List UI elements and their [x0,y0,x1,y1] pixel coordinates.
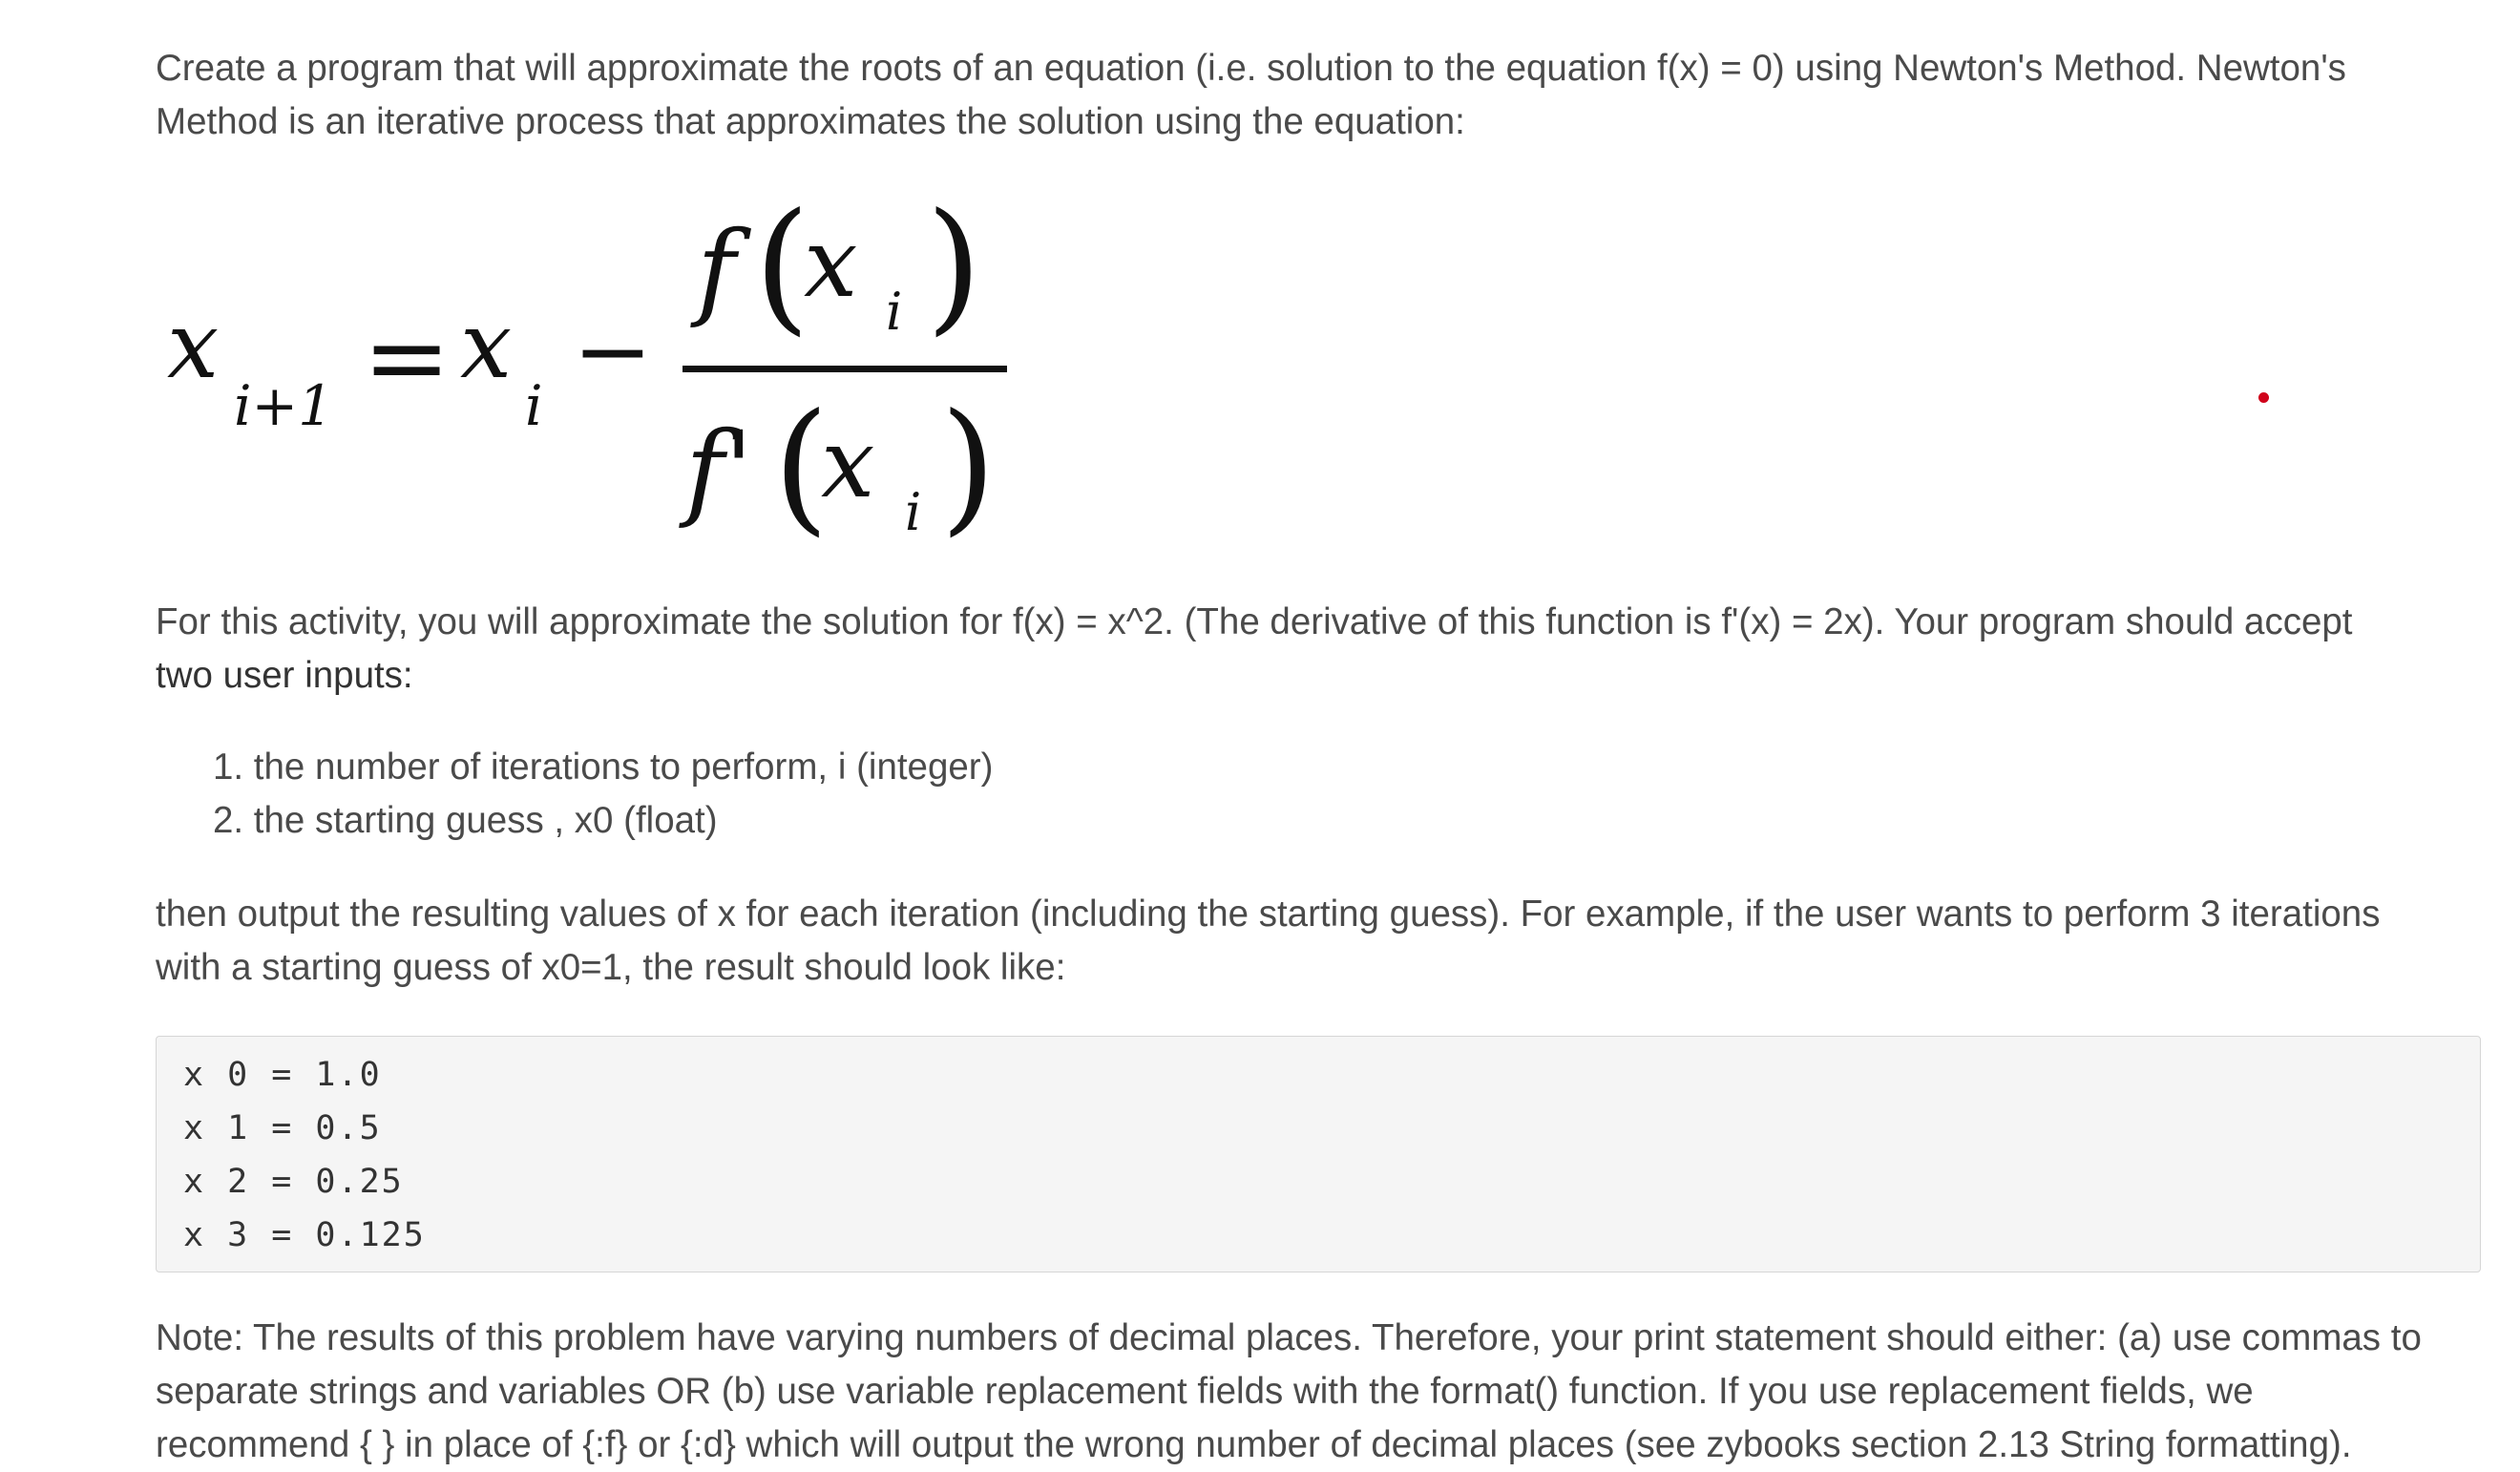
formula-rhs-var: x [460,292,513,399]
intro-line-1: Create a program that will approximate the roots of an equation (i.e. solution to the equation f(x) = 0) using Newton's Method. Newton's [156,48,2346,89]
note-line-2: separate strings and variables OR (b) use variable replacement fields with the format() function. If you use replacement fields, we [156,1371,2254,1412]
numerator-var: x [804,207,858,319]
output-description-paragraph [156,888,2504,995]
numerator-func: f [697,208,736,330]
activity-line-2: two user inputs: [156,655,413,696]
user-inputs-list [156,741,993,848]
formula-lhs-var: x [167,292,220,399]
code-line: x 0 = 1.0 [183,1056,382,1094]
denominator-var: x [821,408,875,519]
numerator-close-paren: ) [926,183,982,349]
denominator-open-paren: ( [773,384,830,550]
note-paragraph [156,1312,2504,1472]
intro-paragraph [156,42,2504,149]
formula-equals: = [363,296,452,418]
denominator-sub: i [905,482,922,542]
note-line-3: recommend { } in place of {:f} or {:d} which will output the wrong number of decimal places (see zybooks section 2.13 String formatting). [156,1424,2352,1465]
note-line-1: Note: The results of this problem have varying numbers of decimal places. Therefore, your print statement should either: (a) use commas to [156,1317,2422,1358]
code-line: x 1 = 0.5 [183,1109,382,1147]
formula-minus: − [573,295,653,407]
activity-line-1: For this activity, you will approximate the solution for f(x) = x^2. (The derivative of this function is f'(x) = 2x). Your program should accept [156,601,2353,642]
numerator-sub: i [886,282,903,342]
fraction-bar [682,366,1007,372]
code-line: x 2 = 0.25 [183,1163,404,1201]
numerator-open-paren: ( [754,183,810,349]
formula-rhs-sub: i [525,373,543,438]
denominator-func: f' [685,409,753,531]
denominator-close-paren: ) [940,384,997,550]
marker-dot [2258,392,2269,403]
formula-lhs-sub: i+1 [234,373,334,438]
example-output-code-block [156,1036,2481,1272]
activity-paragraph [156,596,2504,703]
code-line: x 3 = 0.125 [183,1216,426,1254]
output-desc-line-2: with a starting guess of x0=1, the result should look like: [156,947,1066,988]
output-desc-line-1: then output the resulting values of x for each iteration (including the starting guess). For example, if the user wants to perform 3 iterations [156,894,2381,935]
intro-line-2: Method is an iterative process that approximates the solution using the equation: [156,101,1465,142]
list-item: 2. the starting guess , x0 (float) [213,800,718,841]
list-item: 1. the number of iterations to perform, i (integer) [213,747,994,788]
newton-formula-graphic [162,172,1021,573]
newton-formula [162,172,1021,573]
